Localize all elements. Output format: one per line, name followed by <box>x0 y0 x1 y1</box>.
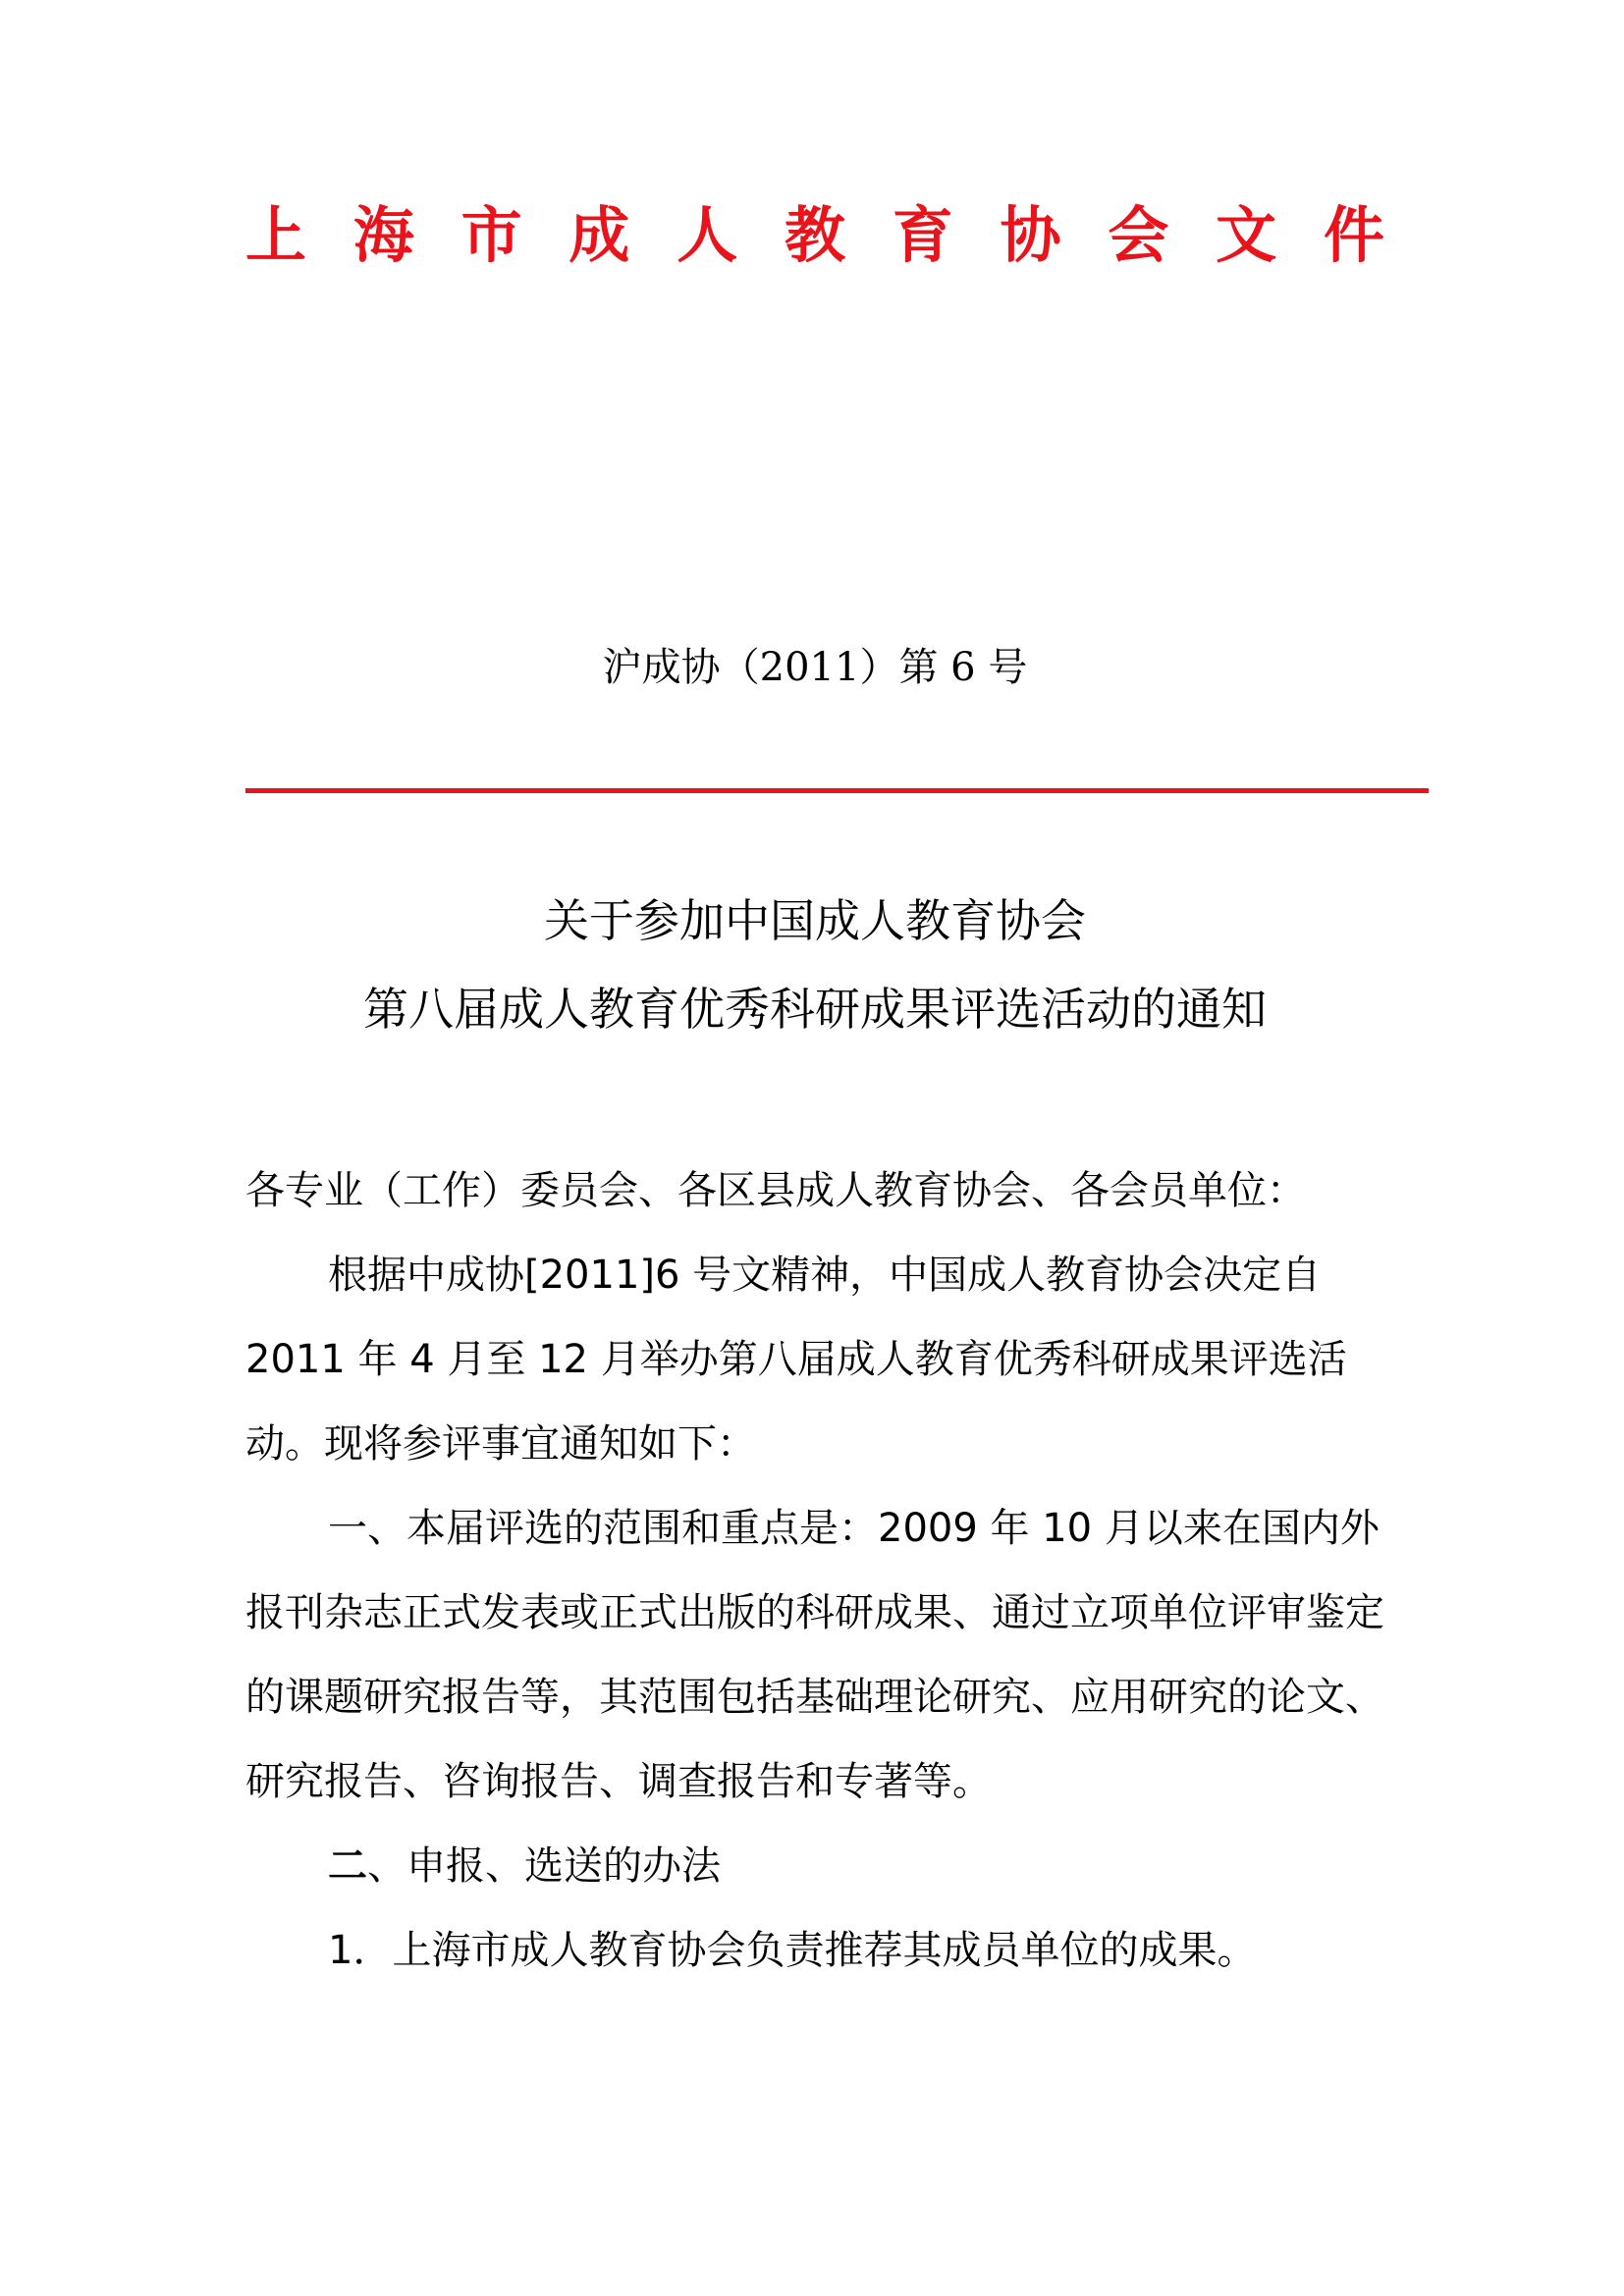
header-char: 文 <box>1216 199 1277 271</box>
paragraph-scope: 一、本届评选的范围和重点是：2009 年 10 月以来在国内外报刊杂志正式发表或正式出版的科研成果、通过立项单位评审鉴定的课题研究报告等，其范围包括基础理论研究、应用研究的论文、研究报告、咨询报告、调查报告和专著等。 <box>245 1506 1384 1804</box>
section-heading-2 <box>245 1824 1384 1908</box>
notice-body <box>245 1148 1384 1993</box>
document-number: 沪成协（2011）第 6 号 <box>602 645 1028 690</box>
header-char: 教 <box>784 199 845 271</box>
header-char: 协 <box>1000 199 1061 271</box>
header-char: 会 <box>1108 199 1169 271</box>
notice-title-line-2: 第八届成人教育优秀科研成果评选活动的通知 <box>363 983 1267 1036</box>
red-divider-rule <box>245 788 1429 793</box>
section-number: 二 <box>328 1843 367 1889</box>
notice-title-line-1: 关于参加中国成人教育协会 <box>544 894 1086 947</box>
header-char: 市 <box>460 199 522 271</box>
header-char: 人 <box>677 199 738 271</box>
paragraph-intro: 根据中成协[2011]6 号文精神，中国成人教育协会决定自2011 年 4 月至 12 月举办第八届成人教育优秀科研成果评选活动。现将参评事宜通知如下： <box>245 1253 1347 1467</box>
header-char: 海 <box>352 199 414 271</box>
header-char: 上 <box>245 199 307 271</box>
header-char: 成 <box>568 199 630 271</box>
issuer-header <box>245 196 1384 275</box>
section-title: 、申报、选送的办法 <box>367 1843 721 1889</box>
list-item-1: 1．上海市成人教育协会负责推荐其成员单位的成果。 <box>328 1928 1257 1973</box>
header-char: 件 <box>1323 199 1384 271</box>
salutation: 各专业（工作）委员会、各区县成人教育协会、各会员单位： <box>245 1168 1306 1213</box>
header-char: 育 <box>892 199 953 271</box>
